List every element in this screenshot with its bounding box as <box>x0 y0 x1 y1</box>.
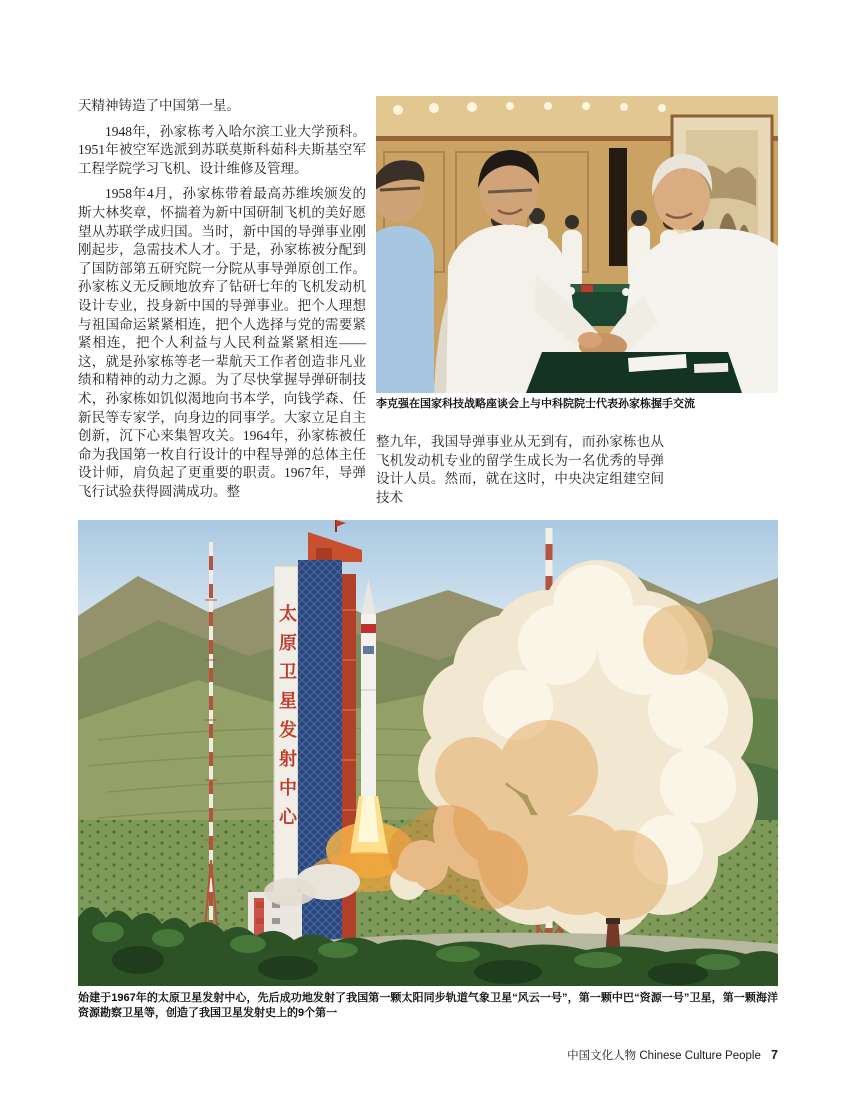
footer-page-number: 7 <box>771 1048 778 1062</box>
meeting-photo <box>376 96 778 393</box>
launch-photo-art <box>78 520 778 986</box>
launch-photo <box>78 520 778 986</box>
right-text-column <box>376 433 664 514</box>
tower-sign-text: 太原卫星发射中心 <box>277 604 297 836</box>
meeting-photo-art <box>376 96 778 393</box>
launch-photo-caption: 始建于1967年的太原卫星发射中心，先后成功地发射了我国第一颗太阳同步轨道气象卫星“风云一号”，第一颗中巴“资源一号”卫星，第一颗海洋资源勘察卫星等，创造了我国卫星发射史上的9个第一 <box>78 992 778 1019</box>
rocket <box>361 580 376 798</box>
paragraph: 1948年，孙家栋考入哈尔滨工业大学预科。1951年被空军选派到苏联莫斯科茹科夫斯基空军工程学院学习飞机、设计维修及管理。 <box>78 123 366 176</box>
foreground-table <box>526 352 742 393</box>
footer-journal-en: Chinese Culture People <box>639 1050 761 1062</box>
meeting-photo-caption: 李克强在国家科技战略座谈会上与中科院院士代表孙家栋握手交流 <box>376 398 695 410</box>
paragraph: 1958年4月，孙家栋带着最高苏维埃颁发的斯大林奖章，怀揣着为新中国研制飞机的美好愿望从苏联学成归国。当时，新中国的导弹事业刚刚起步，急需技术人才。于是，孙家栋被分配到了国防部第五研究院一分院从事导弹原创工作。孙家栋义无反顾地放弃了钻研七年的飞机发动机设计专业，投身新中国的导弹事业。把个人理想与祖国命运紧紧相连，把个人选择与党的需要紧紧相连，把个人利益与人民利益紧紧相连——这，就是孙家栋等老一辈航天工作者创造非凡业绩和精神的动力之源。为了尽快掌握导弹研制技术，孙家栋如饥似渴地向书本学，向钱学森、任新民等专家学，向身边的同事学。大家立足自主创新，沉下心来集智攻关。1964年，孙家栋被任命为我国第一枚自行设计的中程导弹的总体主任设计师，肩负起了更重要的职责。1967年，导弹飞行试验获得圆满成功。整 <box>78 186 366 499</box>
paragraph: 天精神铸造了中国第一星。 <box>78 98 240 113</box>
footer-journal-cn: 中国文化人物 <box>567 1050 637 1062</box>
left-text-column <box>78 97 366 508</box>
speaker-column <box>609 148 627 266</box>
paragraph: 整九年，我国导弹事业从无到有，而孙家栋也从飞机发动机专业的留学生成长为一名优秀的导弹设计人员。然而，就在这时，中央决定组建空间技术 <box>376 434 664 505</box>
page-footer <box>567 1047 778 1063</box>
